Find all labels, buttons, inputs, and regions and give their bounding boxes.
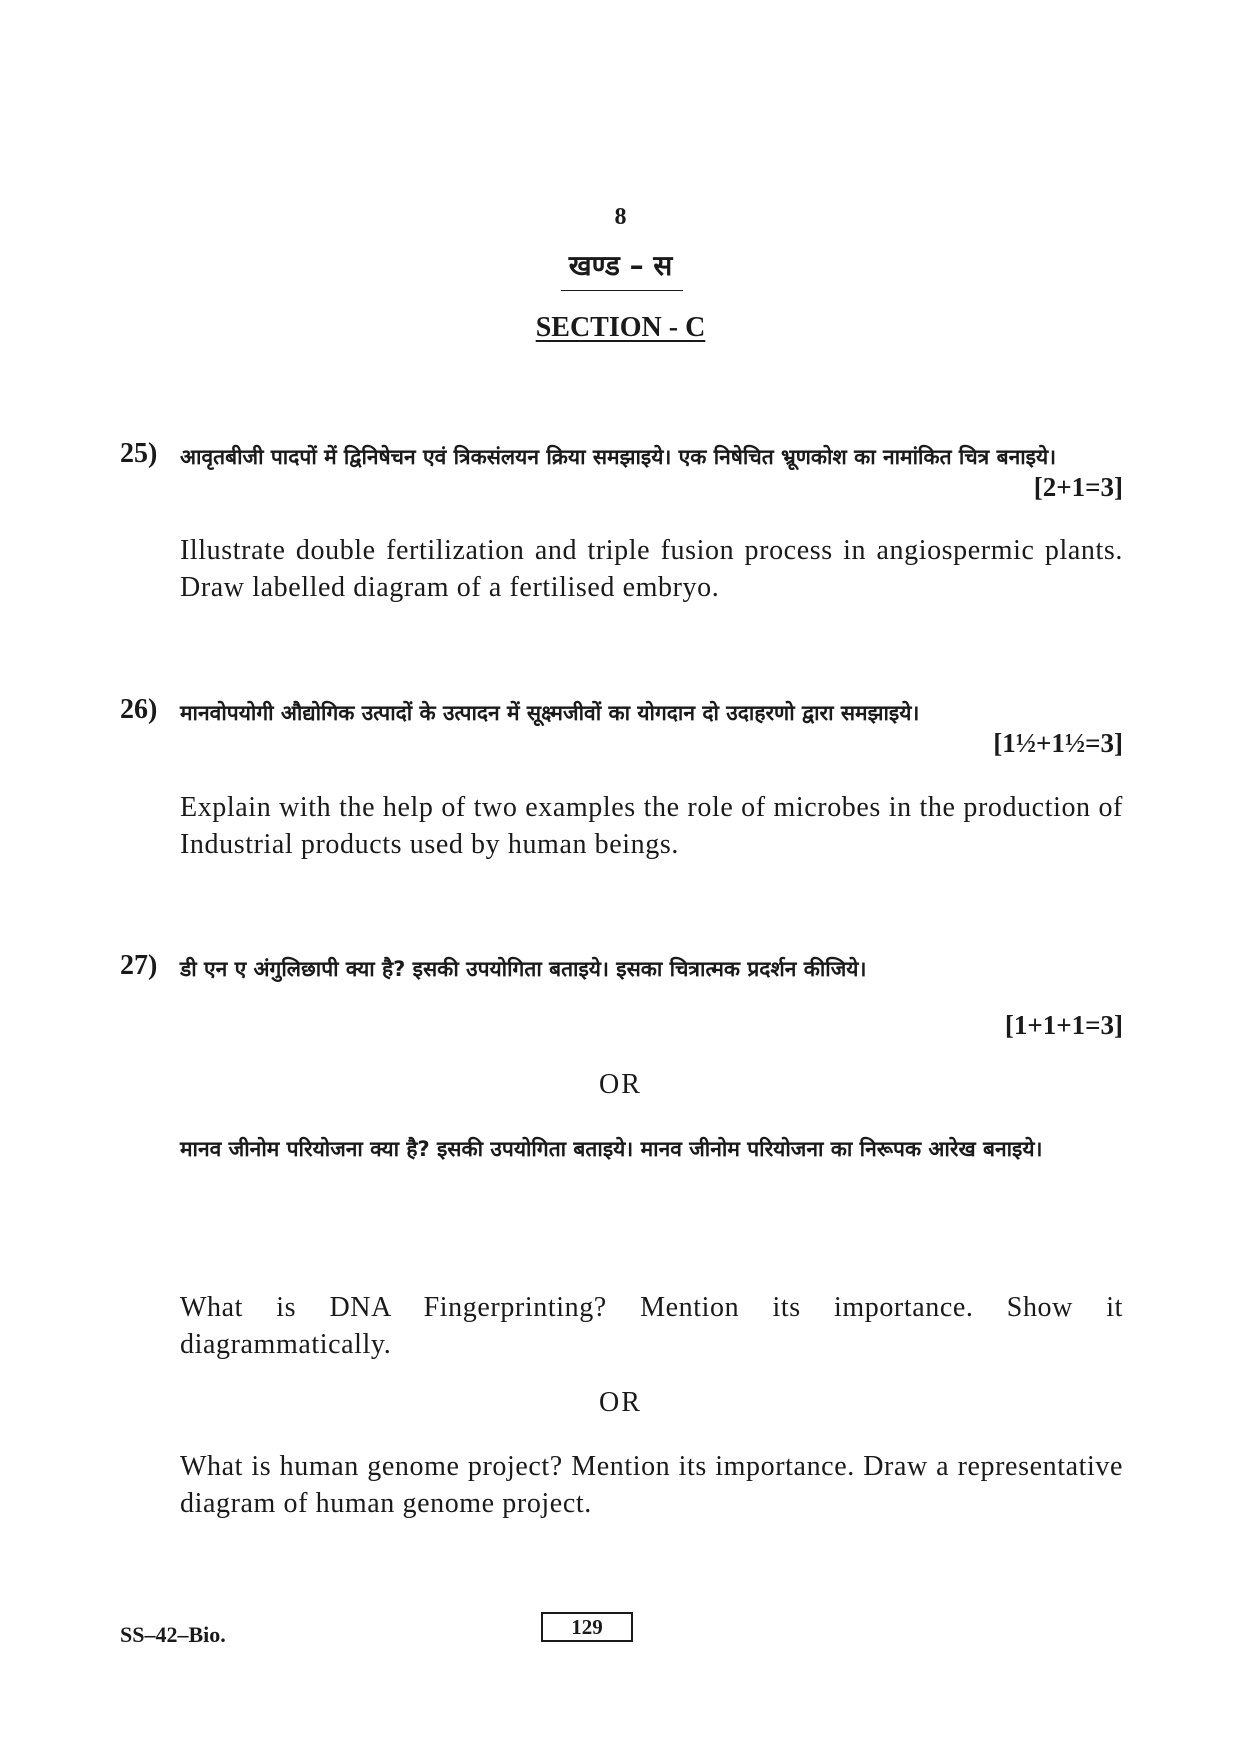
question-25-english-text: Illustrate double fertilization and triple fusion process in angiospermic plants. Draw labelled diagram of a fertilised embryo.	[180, 535, 1123, 603]
paper-code: SS–42–Bio.	[120, 1622, 226, 1647]
question-27-number: 27)	[120, 950, 158, 981]
question-25-number: 25)	[120, 438, 158, 469]
question-27-english-text: What is DNA Fingerprinting? Mention its importance. Show it diagrammatically.	[180, 1292, 1123, 1360]
question-26-number: 26)	[120, 694, 158, 725]
question-26-english-text: Explain with the help of two examples the role of microbes in the production of Industrial products used by human beings.	[180, 792, 1123, 860]
section-title-hindi: खण्ड – स	[568, 249, 673, 282]
footer-page-number: 129	[541, 1612, 633, 1642]
question-26-marks: [1½+1½=3]	[993, 728, 1123, 758]
question-27-hindi-alt-text: मानव जीनोम परियोजना क्या है? इसकी उपयोगिता बताइये। मानव जीनोम परियोजना का निरूपक आरेख बनाइये।	[180, 1137, 1043, 1161]
section-title-underline	[561, 290, 683, 291]
question-26-hindi-text: मानवोपयोगी औद्योगिक उत्पादों के उत्पादन में सूक्ष्मजीवों का योगदान दो उदाहरणो द्वारा समझाइये।	[180, 701, 920, 725]
question-27-hindi-text: डी एन ए अंगुलिछापी क्या है? इसकी उपयोगिता बताइये। इसका चित्रात्मक प्रदर्शन कीजिये।	[180, 957, 867, 981]
question-27-or-label: OR	[599, 1069, 642, 1100]
question-27-or-label-2: OR	[599, 1387, 642, 1418]
question-27-marks: [1+1+1=3]	[1004, 1010, 1123, 1040]
section-title-english: SECTION - C	[535, 312, 706, 343]
question-25-marks: [2+1=3]	[1033, 472, 1123, 502]
question-25-hindi-text: आवृतबीजी पादपों में द्विनिषेचन एवं त्रिकसंलयन क्रिया समझाइये। एक निषेचित भ्रूणकोश का नामांकित चित्र बनाइये।	[180, 445, 1057, 469]
page-number: 8	[614, 204, 627, 230]
question-27-english-alt-text: What is human genome project? Mention its importance. Draw a representative diagram of human genome project.	[180, 1451, 1123, 1519]
